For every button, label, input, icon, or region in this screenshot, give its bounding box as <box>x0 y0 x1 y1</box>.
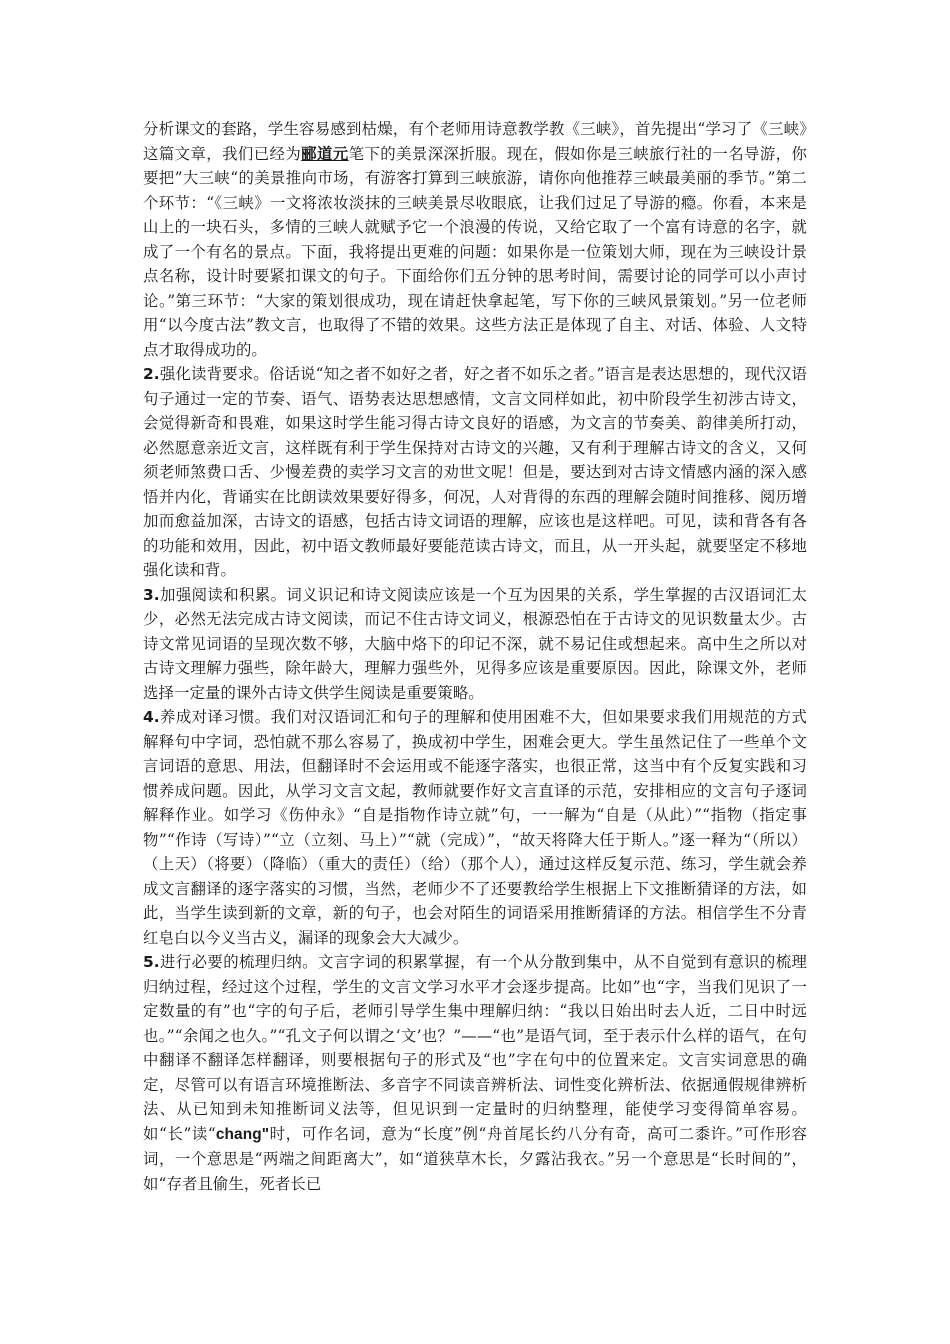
paragraph-3 <box>143 583 807 706</box>
paragraph-5-text-b: 时，可作名词，意为“长度”例“舟首尾长约八分有奇，高可二黍许。”可作形容词，一个意思是“两端之间距离大”，如“道狭草木长，夕露沾我衣。”另一个意思是“长时间的”，如“存者且偷生，死者长已 <box>143 1124 807 1193</box>
paragraph-4-text: 养成对译习惯。我们对汉语词汇和句子的理解和使用困难不大，但如果要求我们用规范的方式解释句中字词，恐怕就不那么容易了，换成初中学生，困难会更大。学生虽然记住了一些单个文言词语的意思、用法，但翻译时不会运用或不能逐字落实，也很正常，这当中有个反复实践和习惯养成问题。因此，从学习文言文起，教师就要作好文言直译的示范，安排相应的文言句子逐词解释作业。如学习《伤仲永》“自是指物作诗立就”句，一一解为“自是（从此）”“指物（指定事物”“作诗（写诗）”“立（立刻、马上）”“就（完成）”，“故天将降大任于斯人。”逐一释为“（所以）（上天）（将要）（降临）（重大的责任）（给）（那个人），通过这样反复示范、练习，学生就会养成文言翻译的逐字落实的习惯，当然，老师少不了还要教给学生根据上下文推断猜译的方法，如此，当学生读到新的文章，新的句子，也会对陌生的词语采用推断猜译的方法。相信学生不分青红皂白以今义当古义，漏译的现象会大大减少。 <box>143 708 807 947</box>
author-link-li-daoyuan[interactable]: 郦道元 <box>301 144 349 163</box>
paragraph-5-text-a: 进行必要的梳理归纳。文言字词的积累掌握，有一个从分散到集中，从不自觉到有意识的梳理归纳过程，经过这个过程，学生的文言文学习水平才会逐步提高。比如”也“字，当我们见识了一定数量的有”也“字的句子后，老师引导学生集中理解归纳：“我以日始出时去人近，二日中时远也。”“余闻之也久。”“孔文子何以谓之‘文’也？”——“也”是语气词，至于表示什么样的语气，在句中翻译不翻译怎样翻译，则要根据句子的形式及“也”字在句中的位置来定。文言实词意思的确定，尽管可以有语言环境推断法、多音字不同读音辨析法、词性变化辨析法、依据通假规律辨析法、从已知到未知推断词义法等，但见识到一定量时的归纳整理，能使学习变得简单容易。如“长”读“ <box>143 953 807 1143</box>
paragraph-5-number: 5. <box>143 953 160 971</box>
paragraph-4 <box>143 705 807 950</box>
pinyin-chang: chang" <box>215 1125 270 1143</box>
paragraph-1 <box>143 117 807 362</box>
paragraph-2-text: 强化读背要求。俗话说“知之者不如好之者，好之者不如乐之者。”语言是表达思想的，现代汉语句子通过一定的节奏、语气、语势表达思想感情，文言文同样如此，初中阶段学生初涉古诗文，会觉得新奇和畏难，如果这时学生能习得古诗文良好的语感，为文言的节奏美、韵律美所打动，必然愿意亲近文言，这样既有利于学生保持对古诗文的兴趣，又有利于理解古诗文的含义，又何须老师煞费口舌、少慢差费的卖学习文言的劝世文呢！但是，要达到对古诗文情感内涵的深入感悟并内化，背诵实在比朗读效果要好得多，何况，人对背得的东西的理解会随时间推移、阅历增加而愈益加深，古诗文的语感，包括古诗文词语的理解，应该也是这样吧。可见，读和背各有各的功能和效用，因此，初中语文教师最好要能范读古诗文，而且，从一开头起，就要坚定不移地强化读和背。 <box>143 365 807 579</box>
paragraph-4-number: 4. <box>143 708 160 726</box>
paragraph-5 <box>143 950 807 1196</box>
paragraph-3-text: 加强阅读和积累。词义识记和诗文阅读应该是一个互为因果的关系，学生掌握的古汉语词汇太少，必然无法完成古诗文阅读，而记不住古诗文词义，根源恐怕在于古诗文的见识数量太少。古诗文常见词语的呈现次数不够，大脑中烙下的印记不深，就不易记住或想起来。高中生之所以对古诗文理解力强些，除年龄大，理解力强些外，见得多应该是重要原因。因此，除课文外，老师选择一定量的课外古诗文供学生阅读是重要策略。 <box>143 585 807 702</box>
paragraph-3-number: 3. <box>143 585 160 604</box>
paragraph-2-number: 2. <box>143 365 160 383</box>
paragraph-2 <box>143 362 807 583</box>
paragraph-1-text-b: 笔下的美景深深折服。现在，假如你是三峡旅行社的一名导游，你要把”大三峡“的美景推向市场，有游客打算到三峡旅游，请你向他推荐三峡最美丽的季节。”第二个环节：“《三峡》一文将浓妆淡抹的三峡美景尽收眼底，让我们过足了导游的瘾。你看，本来是山上的一块石头，多情的三峡人就赋予它一个浪漫的传说，又给它取了一个富有诗意的名字，就成了一个有名的景点。下面，我将提出更难的问题：如果你是一位策划大师，现在为三峡设计景点名称，设计时要紧扣课文的句子。下面给你们五分钟的思考时间，需要讨论的同学可以小声讨论。”第三环节：“大家的策划很成功，现在请赶快拿起笔，写下你的三峡风景策划。”另一位老师用“以今度古法”教文言，也取得了不错的效果。这些方法正是体现了自主、对话、体验、人文特点才取得成功的。 <box>143 144 807 359</box>
paragraph-1-text-a: 分析课文的套路，学生容易感到枯燥，有个老师用诗意教学教《三峡》，首先提出“学习了《三峡》这篇文章，我们已经为 <box>143 120 807 163</box>
document-page <box>143 117 807 1196</box>
